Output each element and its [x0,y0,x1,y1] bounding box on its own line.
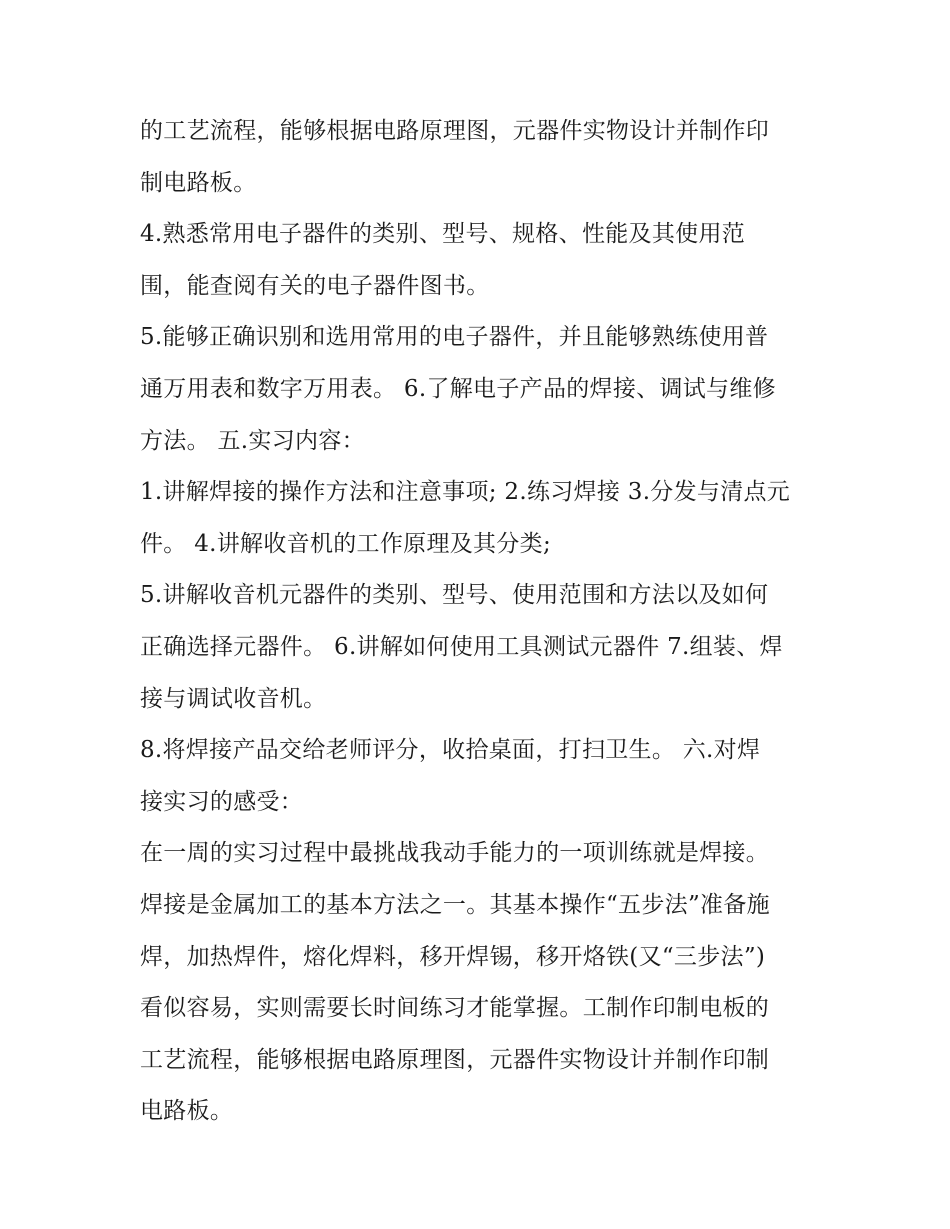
text-line: 1.讲解焊接的操作方法和注意事项; 2.练习焊接 3.分发与清点元 [140,479,791,506]
text-line: 方法。 五.实习内容： [140,427,365,454]
text-line: 在一周的实习过程中最挑战我动手能力的一项训练就是焊接。 [140,840,770,867]
text-line: 的工艺流程，能够根据电路原理图，元器件实物设计并制作印 [140,118,770,144]
text-line: 件。 4.讲解收音机的工作原理及其分类; [140,530,552,557]
text-line: 通万用表和数字万用表。 6.了解电子产品的焊接、调试与维修 [140,375,776,402]
text-line: 看似容易，实则需要长时间练习才能掌握。工制作印制电板的 [140,995,770,1022]
text-line: 焊接是金属加工的基本方法之一。其基本操作“五步法”准备施 [140,891,770,918]
text-line: 工艺流程，能够根据电路原理图，元器件实物设计并制作印制 [140,1046,770,1073]
text-line: 电路板。 [140,1098,234,1125]
document-body [140,106,820,1138]
text-line: 接与调试收音机。 [140,685,327,712]
text-line: 4.熟悉常用电子器件的类别、型号、规格、性能及其使用范 [140,221,746,248]
text-line: 接实习的感受： [140,788,304,815]
text-line: 制电路板。 [140,169,257,196]
text-line: 正确选择元器件。 6.讲解如何使用工具测试元器件 7.组装、焊 [140,633,783,660]
text-line: 围，能查阅有关的电子器件图书。 [140,272,490,299]
text-line: 5.讲解收音机元器件的类别、型号、使用范围和方法以及如何 [140,582,769,609]
text-line: 5.能够正确识别和选用常用的电子器件，并且能够熟练使用普 [140,324,769,351]
text-line: 焊，加热焊件，熔化焊料，移开焊锡，移开烙铁(又“三步法”) [140,943,766,970]
text-line: 8.将焊接产品交给老师评分，收拾桌面，打扫卫生。 六.对焊 [140,737,761,764]
